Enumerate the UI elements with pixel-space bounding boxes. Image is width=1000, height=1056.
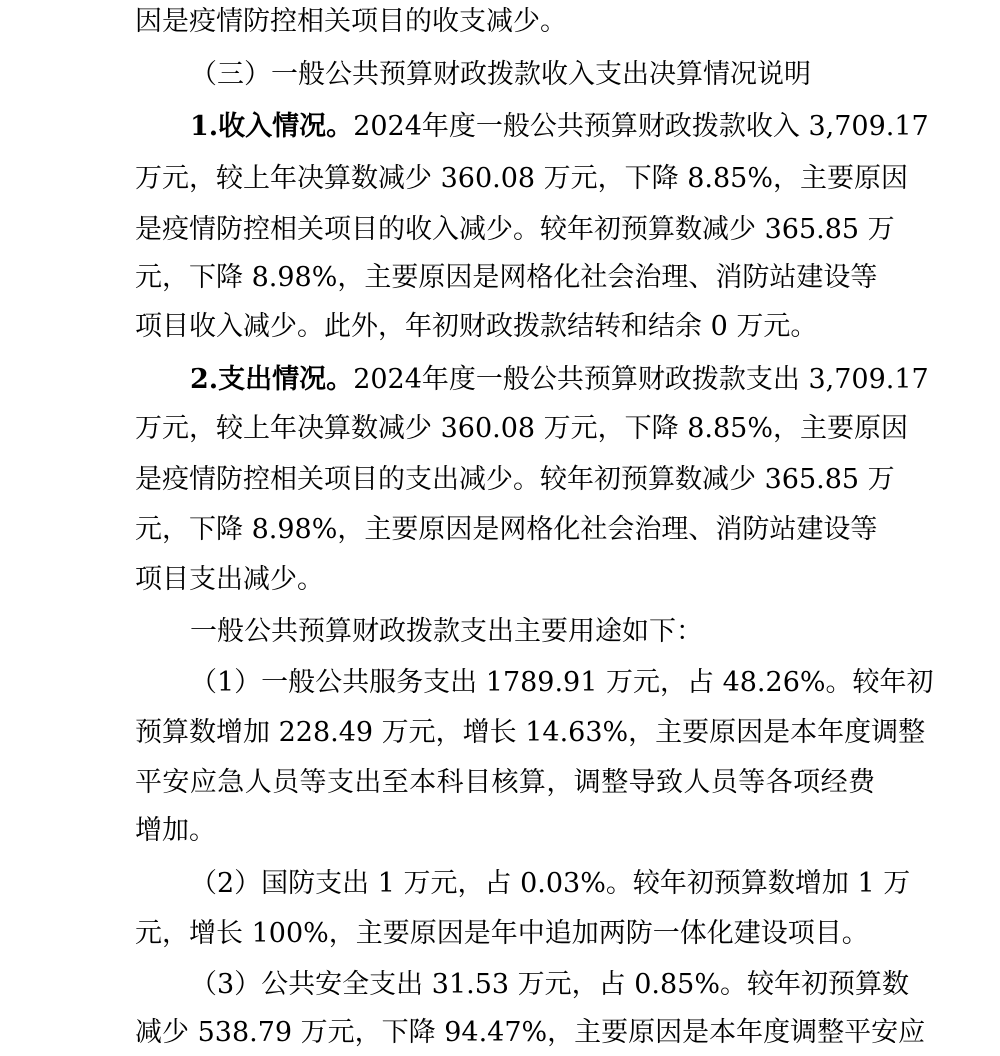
text-line: 项目支出减少。 (135, 564, 324, 595)
income-paragraph-first-line (190, 107, 929, 147)
item-1-first-line: （1）一般公共服务支出 1789.91 万元，占 48.26%。较年初 (190, 667, 934, 698)
text-line: 预算数增加 228.49 万元，增长 14.63%，主要原因是本年度调整 (135, 717, 926, 748)
text-line: 是疫情防控相关项目的收入减少。较年初预算数减少 365.85 万 (135, 214, 895, 245)
text-line: 万元，较上年决算数减少 360.08 万元，下降 8.85%，主要原因 (135, 413, 908, 444)
expense-first-line-text: 2024年度一般公共预算财政拨款支出 3,709.17 (353, 364, 929, 395)
income-lead: 1.收入情况。 (190, 111, 354, 142)
text-line: 平安应急人员等支出至本科目核算，调整导致人员等各项经费 (135, 767, 875, 798)
item-3-first-line: （3）公共安全支出 31.53 万元，占 0.85%。较年初预算数 (190, 969, 909, 1000)
income-first-line-text: 2024年度一般公共预算财政拨款收入 3,709.17 (353, 111, 929, 142)
item-2-first-line: （2）国防支出 1 万元，占 0.03%。较年初预算数增加 1 万 (190, 868, 911, 899)
usage-intro: 一般公共预算财政拨款支出主要用途如下： (190, 616, 703, 647)
text-line: 增加。 (135, 815, 216, 846)
text-line: 元，下降 8.98%，主要原因是网格化社会治理、消防站建设等 (135, 262, 878, 293)
text-line: 项目收入减少。此外，年初财政拨款结转和结余 0 万元。 (135, 311, 818, 342)
section-heading: （三）一般公共预算财政拨款收入支出决算情况说明 (190, 59, 811, 90)
text-line: 是疫情防控相关项目的支出减少。较年初预算数减少 365.85 万 (135, 464, 895, 495)
text-line: 万元，较上年决算数减少 360.08 万元，下降 8.85%，主要原因 (135, 163, 908, 194)
text-line: 减少 538.79 万元，下降 94.47%，主要原因是本年度调整平安应 (135, 1017, 926, 1048)
text-line: 元，增长 100%，主要原因是年中追加两防一体化建设项目。 (135, 918, 869, 949)
text-line: 元，下降 8.98%，主要原因是网格化社会治理、消防站建设等 (135, 514, 878, 545)
expense-lead: 2.支出情况。 (190, 364, 354, 395)
text-line: 因是疫情防控相关项目的收支减少。 (135, 6, 567, 37)
expense-paragraph-first-line (190, 360, 929, 400)
